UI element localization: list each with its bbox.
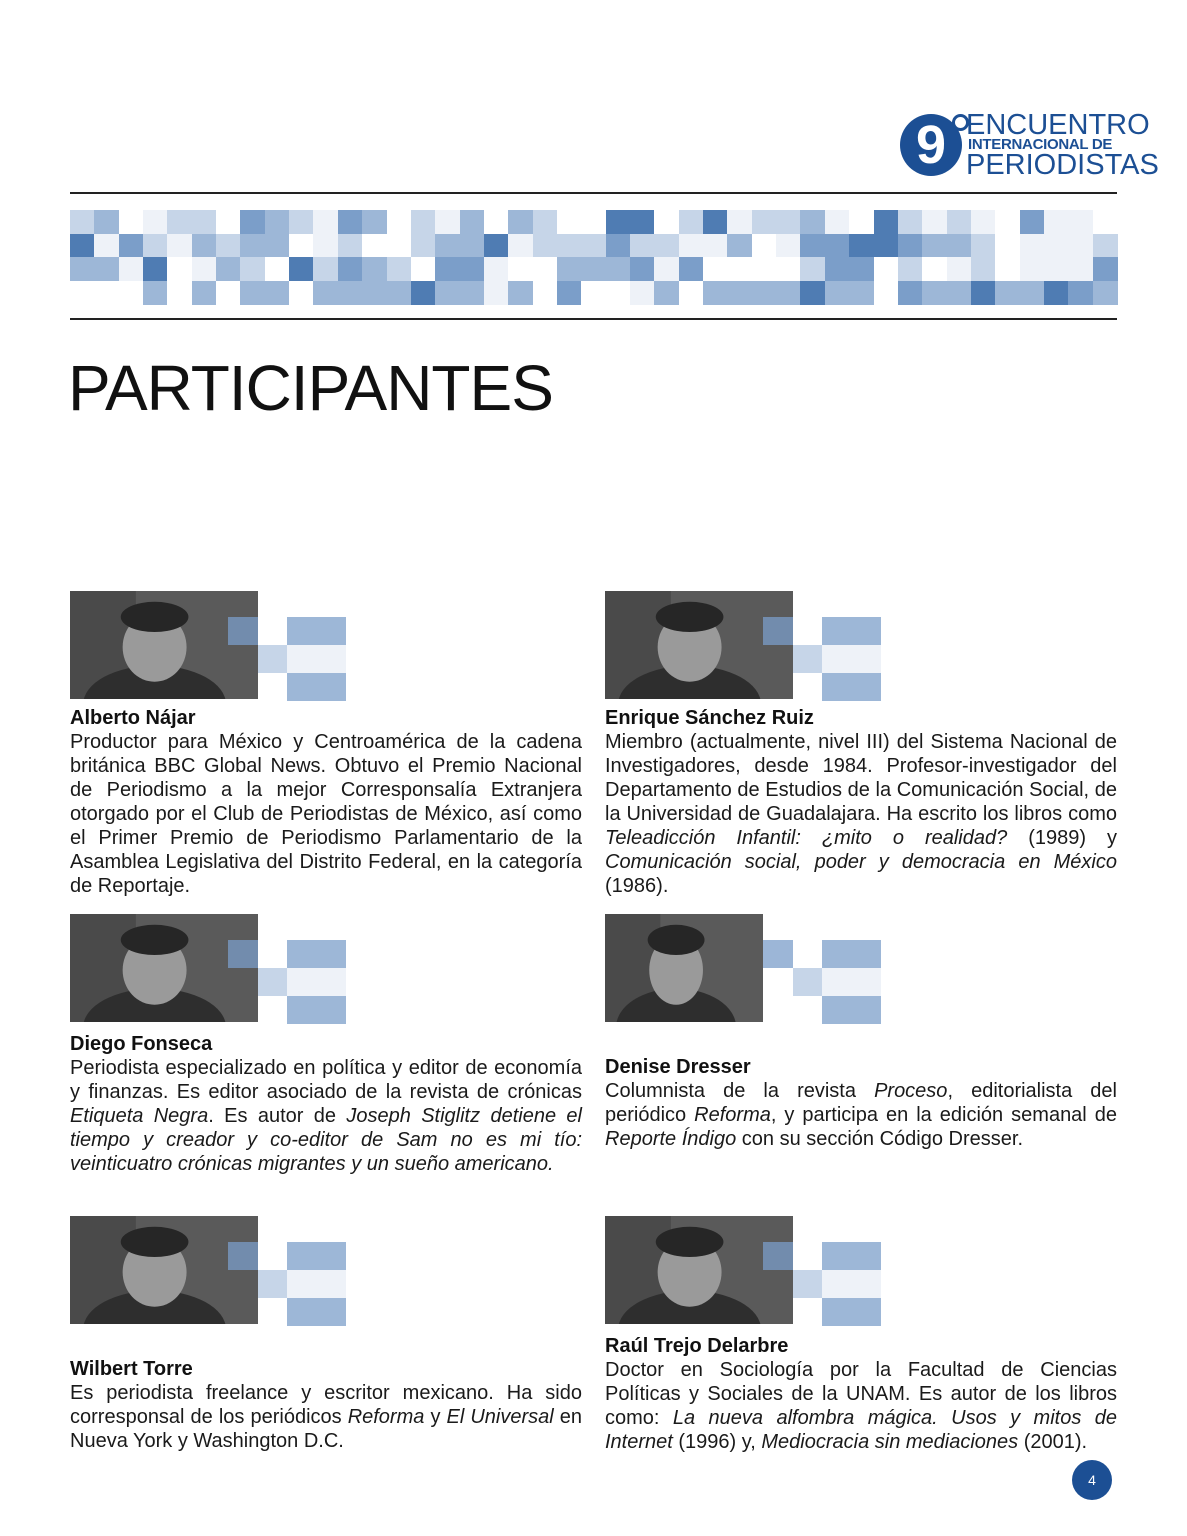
mosaic-tile bbox=[387, 234, 412, 258]
mosaic-tile bbox=[581, 281, 606, 305]
mosaic-tile bbox=[898, 210, 923, 234]
mosaic-tile bbox=[1044, 281, 1069, 305]
deco-square bbox=[822, 1270, 852, 1298]
mosaic-tile bbox=[1068, 210, 1093, 234]
participant-bio: Es periodista freelance y escritor mexicano. Ha sido corresponsal de los periódicos Reforma y El Universal en Nueva York y Washington D.C. bbox=[70, 1382, 582, 1452]
deco-square bbox=[822, 996, 852, 1024]
mosaic-tile bbox=[192, 281, 217, 305]
page-heading: PARTICIPANTES bbox=[68, 352, 553, 424]
deco-square bbox=[287, 617, 317, 645]
mosaic-tile bbox=[1093, 210, 1118, 234]
mosaic-tile bbox=[776, 210, 801, 234]
mosaic-tile bbox=[849, 210, 874, 234]
mosaic-tile bbox=[630, 281, 655, 305]
mosaic-tile bbox=[70, 257, 95, 281]
mosaic-tile bbox=[411, 234, 436, 258]
deco-square bbox=[763, 1242, 793, 1270]
mosaic-tile bbox=[703, 281, 728, 305]
deco-square bbox=[793, 968, 823, 996]
mosaic-tile bbox=[995, 257, 1020, 281]
participant-bio: Productor para México y Centroamérica de la cadena británica BBC Global News. Obtuvo el Premio Nacional de Periodismo a la mejor Corresponsalía Extranjera otorgado por el Club de Periodistas de México, así como el Primer Premio de Periodismo Parlamentario de la Asamblea Legislativa del Distrito Federal, en la categoría de Reportaje. bbox=[70, 731, 582, 897]
mosaic-tile bbox=[1020, 210, 1045, 234]
mosaic-tile bbox=[94, 210, 119, 234]
deco-square bbox=[852, 968, 882, 996]
mosaic-tile bbox=[752, 257, 777, 281]
mosaic-tile bbox=[289, 234, 314, 258]
mosaic-tile bbox=[995, 281, 1020, 305]
mosaic-tile bbox=[606, 234, 631, 258]
mosaic-tile bbox=[1020, 257, 1045, 281]
mosaic-tile bbox=[898, 281, 923, 305]
mosaic-tile bbox=[581, 234, 606, 258]
mosaic-tile bbox=[435, 234, 460, 258]
mosaic-tile bbox=[703, 210, 728, 234]
mosaic-tile bbox=[362, 257, 387, 281]
deco-square bbox=[852, 1298, 882, 1326]
mosaic-tile bbox=[971, 210, 996, 234]
mosaic-tile bbox=[825, 234, 850, 258]
deco-square bbox=[287, 940, 317, 968]
deco-square bbox=[317, 645, 347, 673]
mosaic-tile bbox=[508, 210, 533, 234]
participant-bio: Periodista especializado en política y editor de economía y finanzas. Es editor asociado de la revista de crónicas Etiqueta Negra. Es autor de Joseph Stiglitz detiene el tiempo y creador y co-editor de Sam no es mi tío: veinticuatro crónicas migrantes y un sueño americano. bbox=[70, 1057, 582, 1175]
decorative-squares bbox=[228, 940, 346, 1024]
mosaic-tile bbox=[1093, 257, 1118, 281]
mosaic-tile bbox=[216, 257, 241, 281]
mosaic-tile bbox=[216, 234, 241, 258]
mosaic-tile bbox=[1093, 281, 1118, 305]
deco-square bbox=[317, 968, 347, 996]
mosaic-tile bbox=[922, 257, 947, 281]
deco-square bbox=[228, 617, 258, 645]
mosaic-tile bbox=[800, 210, 825, 234]
mosaic-tile bbox=[849, 257, 874, 281]
mosaic-tile bbox=[70, 210, 95, 234]
decorative-squares bbox=[228, 1242, 346, 1326]
mosaic-tile bbox=[898, 234, 923, 258]
mosaic-tile bbox=[338, 210, 363, 234]
mosaic-tile bbox=[581, 257, 606, 281]
logo-number: 9 bbox=[900, 114, 962, 176]
mosaic-tile bbox=[94, 234, 119, 258]
mosaic-tile bbox=[752, 281, 777, 305]
deco-square bbox=[852, 1242, 882, 1270]
mosaic-tile bbox=[679, 234, 704, 258]
mosaic-tile bbox=[874, 257, 899, 281]
deco-square bbox=[287, 1298, 317, 1326]
mosaic-tile bbox=[1068, 234, 1093, 258]
mosaic-tile bbox=[752, 234, 777, 258]
mosaic-tile bbox=[240, 257, 265, 281]
mosaic-tile bbox=[411, 281, 436, 305]
mosaic-tile bbox=[606, 210, 631, 234]
mosaic-tile bbox=[119, 210, 144, 234]
deco-square bbox=[287, 968, 317, 996]
mosaic-tile bbox=[630, 257, 655, 281]
deco-square bbox=[852, 673, 882, 701]
deco-square bbox=[822, 940, 852, 968]
deco-square bbox=[287, 1270, 317, 1298]
bottom-rule bbox=[70, 318, 1117, 320]
mosaic-tile bbox=[557, 281, 582, 305]
mosaic-tile bbox=[411, 210, 436, 234]
deco-square bbox=[258, 1270, 288, 1298]
decorative-squares bbox=[763, 1242, 881, 1326]
deco-square bbox=[317, 617, 347, 645]
mosaic-tile bbox=[387, 281, 412, 305]
deco-square bbox=[287, 673, 317, 701]
logo-line-1: ENCUENTRO bbox=[966, 109, 1150, 141]
mosaic-tile bbox=[362, 281, 387, 305]
mosaic-tile bbox=[1068, 281, 1093, 305]
deco-square bbox=[228, 940, 258, 968]
mosaic-tile bbox=[849, 281, 874, 305]
mosaic-tile bbox=[703, 234, 728, 258]
participant-name: Denise Dresser bbox=[605, 1056, 751, 1078]
mosaic-tile bbox=[94, 257, 119, 281]
mosaic-tile bbox=[508, 234, 533, 258]
mosaic-tile bbox=[874, 234, 899, 258]
mosaic-tile bbox=[1093, 234, 1118, 258]
mosaic-tile bbox=[338, 234, 363, 258]
mosaic-tile bbox=[654, 281, 679, 305]
decorative-squares bbox=[763, 940, 881, 1024]
mosaic-tile bbox=[825, 257, 850, 281]
mosaic-tile bbox=[119, 234, 144, 258]
deco-square bbox=[317, 996, 347, 1024]
mosaic-tile bbox=[192, 257, 217, 281]
mosaic-tile bbox=[313, 257, 338, 281]
mosaic-tile bbox=[143, 210, 168, 234]
mosaic-tile bbox=[533, 257, 558, 281]
mosaic-tile bbox=[289, 281, 314, 305]
deco-square bbox=[852, 940, 882, 968]
participant-name: Wilbert Torre bbox=[70, 1358, 193, 1380]
mosaic-tile bbox=[995, 234, 1020, 258]
mosaic-tile bbox=[265, 234, 290, 258]
deco-square bbox=[228, 1242, 258, 1270]
top-rule bbox=[70, 192, 1117, 194]
mosaic-tile bbox=[1044, 257, 1069, 281]
mosaic-tile bbox=[630, 234, 655, 258]
deco-square bbox=[822, 645, 852, 673]
mosaic-tile bbox=[922, 234, 947, 258]
mosaic-tile bbox=[387, 257, 412, 281]
mosaic-tile bbox=[119, 257, 144, 281]
mosaic-tile bbox=[825, 281, 850, 305]
participant-bio: Miembro (actualmente, nivel III) del Sistema Nacional de Investigadores, desde 1984. Profesor-investigador del Departamento de Estudios de la Comunicación Social, de la Universidad de Guadalajara. Ha escrito los libros como Teleadicción Infantil: ¿mito o realidad? (1989) y Comunicación social, poder y democracia en México (1986). bbox=[605, 731, 1117, 897]
mosaic-tile bbox=[874, 281, 899, 305]
mosaic-tile bbox=[874, 210, 899, 234]
mosaic-tile bbox=[727, 257, 752, 281]
mosaic-tile bbox=[800, 234, 825, 258]
deco-square bbox=[852, 996, 882, 1024]
mosaic-tile bbox=[849, 234, 874, 258]
mosaic-tile bbox=[240, 234, 265, 258]
mosaic-tile bbox=[460, 234, 485, 258]
deco-square bbox=[822, 1242, 852, 1270]
mosaic-tile bbox=[508, 281, 533, 305]
mosaic-tile bbox=[289, 210, 314, 234]
mosaic-tile bbox=[119, 281, 144, 305]
mosaic-tile bbox=[630, 210, 655, 234]
mosaic-tile bbox=[581, 210, 606, 234]
mosaic-tile bbox=[752, 210, 777, 234]
deco-square bbox=[317, 673, 347, 701]
mosaic-tile bbox=[387, 210, 412, 234]
mosaic-tile bbox=[727, 281, 752, 305]
mosaic-tile bbox=[313, 234, 338, 258]
mosaic-tile bbox=[703, 257, 728, 281]
deco-square bbox=[317, 940, 347, 968]
mosaic-tile bbox=[240, 281, 265, 305]
mosaic-tile bbox=[484, 257, 509, 281]
decorative-squares bbox=[763, 617, 881, 701]
participant-name: Enrique Sánchez Ruiz bbox=[605, 707, 814, 729]
mosaic-tile bbox=[679, 257, 704, 281]
mosaic-tile bbox=[338, 281, 363, 305]
participant-bio: Columnista de la revista Proceso, editorialista del periódico Reforma, y participa en la edición semanal de Reporte Índigo con su sección Código Dresser. bbox=[605, 1080, 1117, 1150]
mosaic-tile bbox=[606, 281, 631, 305]
mosaic-tile bbox=[533, 210, 558, 234]
mosaic-tile bbox=[216, 210, 241, 234]
deco-square bbox=[822, 968, 852, 996]
mosaic-tile bbox=[679, 210, 704, 234]
deco-square bbox=[317, 1270, 347, 1298]
mosaic-tile bbox=[1044, 234, 1069, 258]
mosaic-tile bbox=[654, 234, 679, 258]
deco-square bbox=[852, 645, 882, 673]
mosaic-tile bbox=[947, 281, 972, 305]
mosaic-tile bbox=[557, 257, 582, 281]
mosaic-tile bbox=[167, 210, 192, 234]
participant-name: Alberto Nájar bbox=[70, 707, 196, 729]
logo-line-2: INTERNACIONAL DE bbox=[968, 136, 1113, 153]
deco-square bbox=[793, 645, 823, 673]
mosaic-tile bbox=[557, 234, 582, 258]
deco-square bbox=[258, 968, 288, 996]
mosaic-tile bbox=[192, 234, 217, 258]
participant-bio: Doctor en Sociología por la Facultad de Ciencias Políticas y Sociales de la UNAM. Es autor de los libros como: La nueva alfombra mágica. Usos y mitos de Internet (1996) y, Mediocracia sin mediaciones (2001). bbox=[605, 1359, 1117, 1453]
logo-line-3: PERIODISTAS bbox=[966, 149, 1159, 181]
mosaic-tile bbox=[947, 210, 972, 234]
mosaic-tile bbox=[679, 281, 704, 305]
mosaic-tile bbox=[167, 257, 192, 281]
page-number-badge: 4 bbox=[1072, 1460, 1112, 1500]
deco-square bbox=[763, 617, 793, 645]
mosaic-tile bbox=[776, 234, 801, 258]
mosaic-tile bbox=[192, 210, 217, 234]
mosaic-tile bbox=[338, 257, 363, 281]
participant-name: Diego Fonseca bbox=[70, 1033, 213, 1055]
mosaic-tile bbox=[557, 210, 582, 234]
mosaic-tile bbox=[143, 257, 168, 281]
mosaic-tile bbox=[898, 257, 923, 281]
mosaic-tile bbox=[313, 281, 338, 305]
mosaic-tile bbox=[143, 281, 168, 305]
participant-name: Raúl Trejo Delarbre bbox=[605, 1335, 789, 1357]
mosaic-tile bbox=[533, 281, 558, 305]
mosaic-tile bbox=[727, 234, 752, 258]
mosaic-tile bbox=[727, 210, 752, 234]
mosaic-tile bbox=[484, 281, 509, 305]
deco-square bbox=[258, 645, 288, 673]
mosaic-tile bbox=[800, 257, 825, 281]
decorative-squares bbox=[228, 617, 346, 701]
mosaic-tile bbox=[776, 281, 801, 305]
decorative-mosaic-banner bbox=[70, 210, 1117, 304]
deco-square bbox=[317, 1242, 347, 1270]
mosaic-tile bbox=[995, 210, 1020, 234]
mosaic-tile bbox=[971, 234, 996, 258]
mosaic-tile bbox=[1020, 281, 1045, 305]
mosaic-tile bbox=[971, 257, 996, 281]
mosaic-tile bbox=[313, 210, 338, 234]
deco-square bbox=[822, 673, 852, 701]
mosaic-tile bbox=[435, 281, 460, 305]
deco-square bbox=[287, 645, 317, 673]
portrait-image bbox=[605, 914, 763, 1022]
mosaic-tile bbox=[289, 257, 314, 281]
mosaic-tile bbox=[484, 234, 509, 258]
mosaic-tile bbox=[411, 257, 436, 281]
mosaic-tile bbox=[800, 281, 825, 305]
deco-square bbox=[793, 1270, 823, 1298]
mosaic-tile bbox=[606, 257, 631, 281]
mosaic-tile bbox=[654, 257, 679, 281]
mosaic-tile bbox=[70, 281, 95, 305]
mosaic-tile bbox=[922, 281, 947, 305]
mosaic-tile bbox=[435, 257, 460, 281]
mosaic-tile bbox=[776, 257, 801, 281]
deco-square bbox=[822, 1298, 852, 1326]
mosaic-tile bbox=[508, 257, 533, 281]
mosaic-tile bbox=[947, 234, 972, 258]
mosaic-tile bbox=[1020, 234, 1045, 258]
mosaic-tile bbox=[460, 281, 485, 305]
event-logo bbox=[900, 109, 1159, 181]
deco-square bbox=[287, 996, 317, 1024]
mosaic-tile bbox=[484, 210, 509, 234]
mosaic-tile bbox=[240, 210, 265, 234]
deco-square bbox=[763, 940, 793, 968]
mosaic-tile bbox=[362, 234, 387, 258]
mosaic-tile bbox=[460, 257, 485, 281]
mosaic-tile bbox=[654, 210, 679, 234]
mosaic-tile bbox=[265, 281, 290, 305]
mosaic-tile bbox=[1068, 257, 1093, 281]
mosaic-tile bbox=[167, 281, 192, 305]
mosaic-tile bbox=[435, 210, 460, 234]
mosaic-tile bbox=[971, 281, 996, 305]
deco-square bbox=[317, 1298, 347, 1326]
mosaic-tile bbox=[216, 281, 241, 305]
participant-photo bbox=[605, 914, 763, 1022]
mosaic-tile bbox=[533, 234, 558, 258]
mosaic-tile bbox=[265, 210, 290, 234]
mosaic-tile bbox=[460, 210, 485, 234]
mosaic-tile bbox=[143, 234, 168, 258]
mosaic-tile bbox=[1044, 210, 1069, 234]
mosaic-tile bbox=[947, 257, 972, 281]
deco-square bbox=[852, 1270, 882, 1298]
mosaic-tile bbox=[94, 281, 119, 305]
deco-square bbox=[822, 617, 852, 645]
mosaic-tile bbox=[362, 210, 387, 234]
mosaic-tile bbox=[265, 257, 290, 281]
mosaic-tile bbox=[167, 234, 192, 258]
mosaic-tile bbox=[70, 234, 95, 258]
mosaic-tile bbox=[922, 210, 947, 234]
deco-square bbox=[287, 1242, 317, 1270]
mosaic-tile bbox=[825, 210, 850, 234]
deco-square bbox=[852, 617, 882, 645]
